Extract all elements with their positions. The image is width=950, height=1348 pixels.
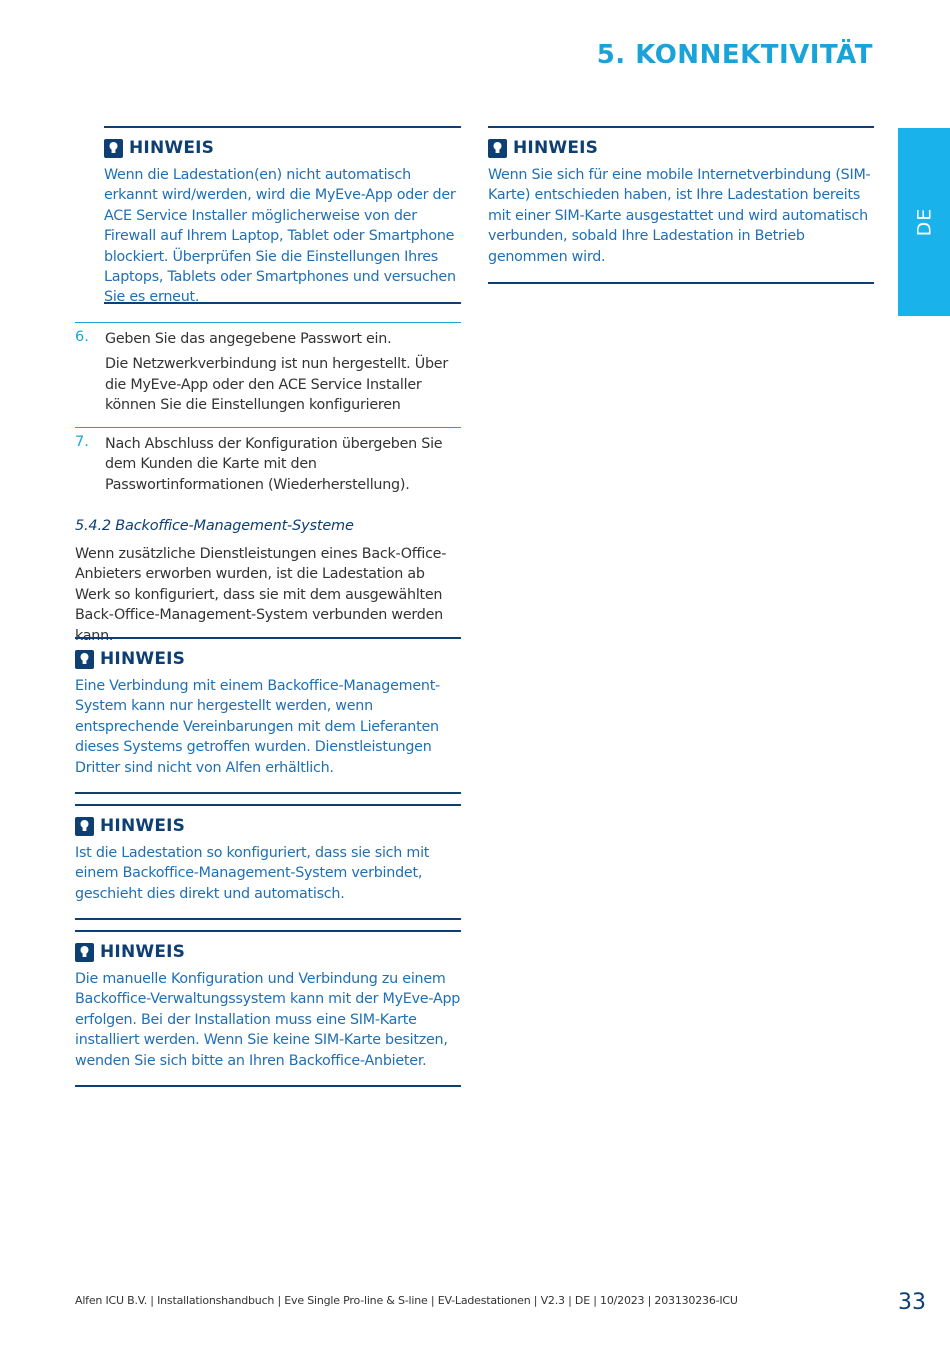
note-box: [488, 126, 874, 284]
note-text: Wenn Sie sich für eine mobile Internetverbindung (SIM-Karte) entschieden haben, ist Ihre Ladestation bereits mit einer SIM-Karte ausgestattet und wird automatisch verbunden, sobald Ihre Ladestation in Betrieb genommen wird.: [488, 167, 871, 265]
list-item-step-6: [75, 322, 461, 421]
step-text: Nach Abschluss der Konfiguration übergeben Sie dem Kunden die Karte mit den Passwortinformationen (Wiederherstellung).: [105, 436, 443, 493]
language-tab: [898, 128, 950, 316]
page-number: 33: [898, 1290, 926, 1315]
info-bulb-icon: [75, 943, 94, 962]
note-text: Eine Verbindung mit einem Backoffice-Management-System kann nur hergestellt werden, wenn entsprechende Vereinbarungen mit dem Lieferanten dieses Systems getroffen wurden. Dienstleistungen Dritter sind nicht von Alfen erhältlich.: [75, 678, 440, 776]
note-header: [75, 816, 461, 836]
note-text: Die manuelle Konfiguration und Verbindung zu einem Backoffice-Verwaltungssystem kann mit der MyEve-App erfolgen. Bei der Installation muss eine SIM-Karte installiert werden. Wenn Sie keine SIM-Karte besitzen, wenden Sie sich bitte an Ihren Backoffice-Anbieter.: [75, 971, 461, 1069]
note-header: [104, 138, 461, 158]
note-title: HINWEIS: [513, 138, 599, 158]
info-bulb-icon: [75, 817, 94, 836]
footer-text: Alfen ICU B.V. | Installationshandbuch | Eve Single Pro-line & S-line | EV-Ladestationen | V2.3 | DE | 10/2023 | 203130236-ICU: [75, 1294, 738, 1307]
note-header: [488, 138, 874, 158]
section-paragraph: Wenn zusätzliche Dienstleistungen eines Back-Office-Anbieters erworben wurden, ist die Ladestation ab Werk so konfiguriert, dass sie mit dem ausgewählten Back-Office-Management-System verbunden werden kann.: [75, 546, 447, 644]
note-box: [75, 930, 461, 1087]
note-text: Ist die Ladestation so konfiguriert, dass sie sich mit einem Backoffice-Management-System verbindet, geschieht dies direkt und automatisch.: [75, 845, 430, 902]
step-body: [105, 428, 461, 495]
step-subtext: Die Netzwerkverbindung ist nun hergestellt. Über die MyEve-App oder den ACE Service Installer können Sie die Einstellungen konfigurieren: [105, 356, 448, 414]
note-box: [104, 126, 461, 304]
note-title: HINWEIS: [100, 942, 186, 962]
note-title: HINWEIS: [100, 649, 186, 669]
language-tab-label: DE: [912, 207, 935, 237]
note-header: [75, 942, 461, 962]
note-title: HINWEIS: [129, 138, 215, 158]
note-title: HINWEIS: [100, 816, 186, 836]
note-box: [75, 637, 461, 794]
chapter-title: 5. KONNEKTIVITÄT: [596, 40, 873, 70]
info-bulb-icon: [75, 650, 94, 669]
step-number: 6.: [75, 329, 89, 345]
info-bulb-icon: [104, 139, 123, 158]
section-heading: 5.4.2 Backoffice-Management-Systeme: [75, 518, 354, 534]
list-item-step-7: [75, 427, 461, 500]
step-number: 7.: [75, 434, 89, 450]
note-box: [75, 804, 461, 920]
note-header: [75, 649, 461, 669]
info-bulb-icon: [488, 139, 507, 158]
step-body: [105, 323, 461, 416]
note-text: Wenn die Ladestation(en) nicht automatisch erkannt wird/werden, wird die MyEve-App oder der ACE Service Installer möglicherweise von der Firewall auf Ihrem Laptop, Tablet oder Smartphone blockiert. Überprüfen Sie die Einstellungen Ihres Laptops, Tablets oder Smartphones und versuchen Sie es erneut.: [104, 167, 456, 306]
step-text: Geben Sie das angegebene Passwort ein.: [105, 331, 392, 347]
